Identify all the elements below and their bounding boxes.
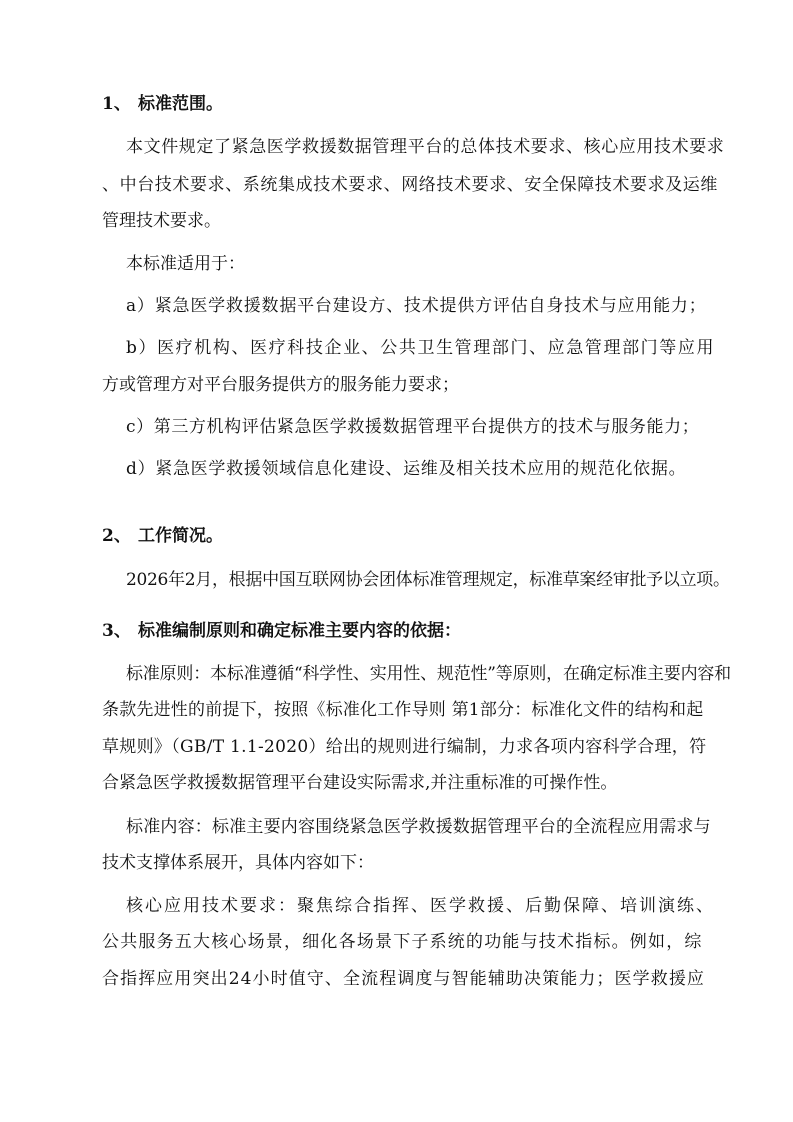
paragraph-line: 标准原则：本标准遵循“科学性、实用性、规范性”等原则，在确定标准主要内容和: [126, 664, 731, 684]
list-item-d: d）紧急医学救援领域信息化建设、运维及相关技术应用的规范化依据。: [126, 459, 687, 479]
list-item-c: c）第三方机构评估紧急医学救援数据管理平台提供方的技术与服务能力；: [126, 417, 700, 437]
paragraph-line: 管理技术要求。: [102, 211, 221, 231]
section-number: 2、: [102, 526, 131, 546]
section-title: 工作简况。: [138, 526, 223, 546]
paragraph-line: 本标准适用于：: [126, 254, 245, 274]
paragraph-line: 本文件规定了紧急医学救援数据管理平台的总体技术要求、核心应用技术要求: [126, 137, 725, 157]
paragraph-line: 条款先进性的前提下，按照《标准化工作导则 第1部分：标准化文件的结构和起: [102, 700, 704, 720]
section-2-heading: [102, 524, 223, 548]
paragraph-line: 公共服务五大核心场景，细化各场景下子系统的功能与技术指标。例如，综: [102, 932, 703, 952]
list-item-b-cont: 方或管理方对平台服务提供方的服务能力要求；: [102, 375, 459, 395]
section-number: 1、: [102, 94, 131, 114]
list-item-b: b）医疗机构、医疗科技企业、公共卫生管理部门、应急管理部门等应用: [126, 338, 716, 358]
section-title: 标准范围。: [138, 94, 223, 114]
paragraph-line: 技术支撑体系展开，具体内容如下：: [102, 853, 374, 873]
section-3-heading: [102, 619, 461, 643]
paragraph-line: 核心应用技术要求：聚焦综合指挥、医学救援、后勤保障、培训演练、: [126, 896, 715, 916]
section-1-heading: [102, 92, 223, 116]
paragraph-line: 合紧急医学救援数据管理平台建设实际需求,并注重标准的可操作性。: [102, 773, 618, 793]
paragraph-line: 标准内容：标准主要内容围绕紧急医学救援数据管理平台的全流程应用需求与: [126, 817, 711, 837]
list-item-a: a）紧急医学救援数据平台建设方、技术提供方评估自身技术与应用能力；: [126, 296, 707, 316]
paragraph-line: 、中台技术要求、系统集成技术要求、网络技术要求、安全保障技术要求及运维: [102, 175, 718, 195]
paragraph-line: 2026年2月，根据中国互联网协会团体标准管理规定，标准草案经审批予以立项。: [126, 570, 730, 590]
paragraph-line: 合指挥应用突出24小时值守、全流程调度与智能辅助决策能力；医学救援应: [102, 969, 706, 989]
paragraph-line: 草规则》（GB/T 1.1-2020）给出的规则进行编制，力求各项内容科学合理，符: [102, 737, 707, 757]
section-title: 标准编制原则和确定标准主要内容的依据：: [138, 621, 461, 641]
section-number: 3、: [102, 621, 131, 641]
